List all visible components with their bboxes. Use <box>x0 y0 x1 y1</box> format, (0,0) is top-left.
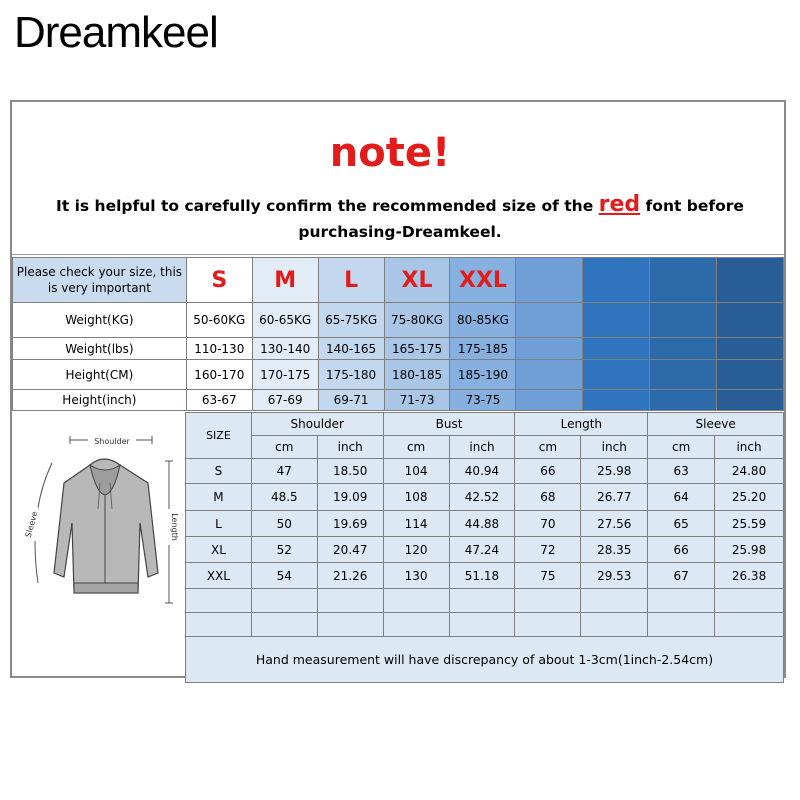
cell: 18.50 <box>317 459 383 484</box>
group-sleeve: Sleeve <box>648 413 784 436</box>
blank-cell <box>717 258 784 303</box>
table-row <box>186 537 784 563</box>
cell: 63-67 <box>186 390 252 411</box>
row-size: XXL <box>186 563 252 589</box>
table-row <box>186 484 784 511</box>
size-header: SIZE <box>186 413 252 459</box>
empty-row <box>186 613 784 637</box>
blank-cell <box>650 258 717 303</box>
cell: 40.94 <box>449 459 515 484</box>
cell: 47.24 <box>449 537 515 563</box>
cell: 44.88 <box>449 511 515 537</box>
table-row <box>13 338 784 360</box>
unit: cm <box>515 436 581 459</box>
cell: 104 <box>383 459 449 484</box>
blank-cell <box>583 258 650 303</box>
note-line1-a: It is helpful to carefully confirm the recommended size of the <box>56 197 599 215</box>
cell: 80-85KG <box>450 303 516 338</box>
cell: 20.47 <box>317 537 383 563</box>
cell: 71-73 <box>384 390 450 411</box>
size-header-label: Please check your size, this is very important <box>13 258 187 303</box>
unit: cm <box>251 436 317 459</box>
length-label: Length <box>170 513 179 541</box>
cell: 47 <box>251 459 317 484</box>
measurement-note: Hand measurement will have discrepancy of about 1-3cm(1inch-2.54cm) <box>186 637 784 683</box>
cell: 185-190 <box>450 360 516 390</box>
empty-row <box>186 589 784 613</box>
cell: 75 <box>515 563 581 589</box>
note-text <box>20 192 780 245</box>
cell: 165-175 <box>384 338 450 360</box>
cell: 180-185 <box>384 360 450 390</box>
cell: 120 <box>383 537 449 563</box>
cell: 52 <box>251 537 317 563</box>
unit: cm <box>648 436 715 459</box>
row-label: Height(CM) <box>13 360 187 390</box>
unit: inch <box>715 436 784 459</box>
cell: 175-185 <box>450 338 516 360</box>
cell: 65-75KG <box>318 303 384 338</box>
row-label: Weight(KG) <box>13 303 187 338</box>
cell: 75-80KG <box>384 303 450 338</box>
table-row <box>13 360 784 390</box>
row-size: XL <box>186 537 252 563</box>
cell: 26.38 <box>715 563 784 589</box>
row-size: S <box>186 459 252 484</box>
blank-cell <box>516 258 583 303</box>
cell: 170-175 <box>252 360 318 390</box>
size-xl: XL <box>384 258 450 303</box>
divider <box>12 254 784 255</box>
cell: 19.09 <box>317 484 383 511</box>
cell: 25.98 <box>715 537 784 563</box>
brand-logo: Dreamkeel <box>14 8 218 57</box>
note-title: note! <box>329 130 451 176</box>
cell: 25.20 <box>715 484 784 511</box>
table-row <box>186 511 784 537</box>
cell: 140-165 <box>318 338 384 360</box>
cell: 60-65KG <box>252 303 318 338</box>
cell: 25.98 <box>581 459 648 484</box>
cell: 54 <box>251 563 317 589</box>
size-s: S <box>186 258 252 303</box>
cell: 48.5 <box>251 484 317 511</box>
cell: 25.59 <box>715 511 784 537</box>
row-label: Height(inch) <box>13 390 187 411</box>
cell: 72 <box>515 537 581 563</box>
cell: 50-60KG <box>186 303 252 338</box>
cell: 69-71 <box>318 390 384 411</box>
cell: 70 <box>515 511 581 537</box>
table-row <box>186 459 784 484</box>
cell: 27.56 <box>581 511 648 537</box>
size-xxl: XXL <box>450 258 516 303</box>
group-shoulder: Shoulder <box>251 413 383 436</box>
size-table-header <box>13 258 784 303</box>
cell: 110-130 <box>186 338 252 360</box>
note-line1-b: font before <box>640 197 744 215</box>
cell: 160-170 <box>186 360 252 390</box>
cell: 66 <box>515 459 581 484</box>
row-label: Weight(lbs) <box>13 338 187 360</box>
measurement-table <box>185 412 784 683</box>
cell: 65 <box>648 511 715 537</box>
size-table <box>12 257 784 411</box>
unit: inch <box>449 436 515 459</box>
cell: 42.52 <box>449 484 515 511</box>
cell: 66 <box>648 537 715 563</box>
footer-row <box>186 637 784 683</box>
size-m: M <box>252 258 318 303</box>
group-bust: Bust <box>383 413 515 436</box>
cell: 29.53 <box>581 563 648 589</box>
note-line2: purchasing-Dreamkeel. <box>298 223 502 241</box>
table-row <box>186 563 784 589</box>
unit: inch <box>317 436 383 459</box>
cell: 64 <box>648 484 715 511</box>
cell: 130-140 <box>252 338 318 360</box>
cell: 114 <box>383 511 449 537</box>
unit: inch <box>581 436 648 459</box>
sleeve-label: Sleeve <box>23 510 40 539</box>
cell: 24.80 <box>715 459 784 484</box>
hoodie-illustration <box>12 413 184 676</box>
cell: 108 <box>383 484 449 511</box>
cell: 175-180 <box>318 360 384 390</box>
cell: 50 <box>251 511 317 537</box>
cell: 67 <box>648 563 715 589</box>
group-length: Length <box>515 413 648 436</box>
note-red-word: red <box>598 192 641 217</box>
cell: 26.77 <box>581 484 648 511</box>
table-row <box>13 303 784 338</box>
hoodie-icon <box>12 413 184 676</box>
cell: 19.69 <box>317 511 383 537</box>
cell: 130 <box>383 563 449 589</box>
measure-group-header <box>186 413 784 436</box>
row-size: L <box>186 511 252 537</box>
cell: 51.18 <box>449 563 515 589</box>
shoulder-label: Shoulder <box>94 437 130 446</box>
cell: 68 <box>515 484 581 511</box>
cell: 67-69 <box>252 390 318 411</box>
measure-unit-header <box>186 436 784 459</box>
cell: 21.26 <box>317 563 383 589</box>
size-l: L <box>318 258 384 303</box>
row-size: M <box>186 484 252 511</box>
cell: 73-75 <box>450 390 516 411</box>
cell: 28.35 <box>581 537 648 563</box>
table-row <box>13 390 784 411</box>
cell: 63 <box>648 459 715 484</box>
unit: cm <box>383 436 449 459</box>
